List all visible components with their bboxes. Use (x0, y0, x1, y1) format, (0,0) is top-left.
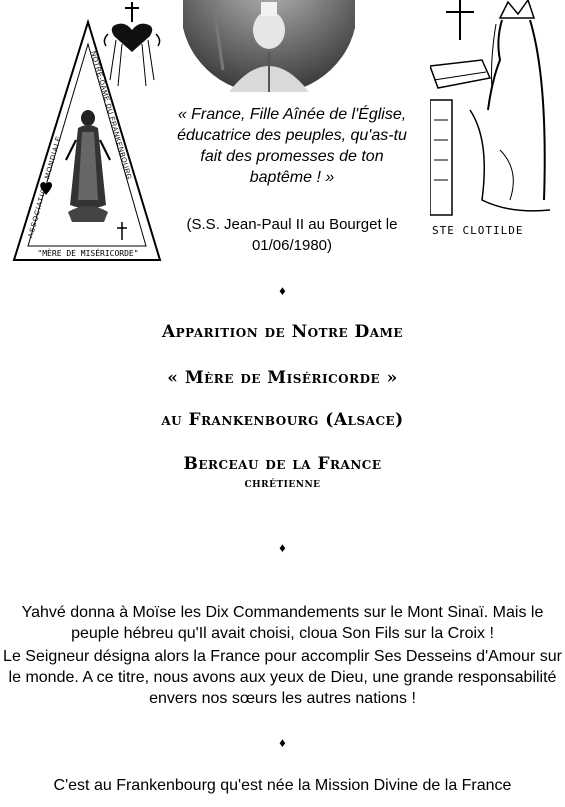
virgin-mary-figure (66, 110, 110, 222)
title-apparition: Apparition de Notre Dame (161, 322, 404, 342)
emblem-band-left: ASSOCIATION MONDIALE (27, 134, 63, 239)
title-chretienne: chrétienne (244, 476, 321, 491)
pope-quote: « France, Fille Aînée de l'Église, éducatrice des peuples, qu'as-tu fait des promesses de ton baptême ! » (177, 106, 407, 186)
title-mere-misericorde: « Mère de Miséricorde » (167, 368, 398, 388)
closing-statement: C'est au Frankenbourg qu'est née la Mission Divine de la France (53, 777, 512, 794)
cross-symbol (117, 222, 127, 240)
separator-diamond: ♦ (279, 735, 286, 750)
quote-citation: (S.S. Jean-Paul II au Bourget le 01/06/1980) (186, 216, 398, 254)
clotilde-caption: STE CLOTILDE (432, 224, 524, 237)
saint-clotilde-drawing (430, 0, 565, 240)
separator-diamond: ♦ (279, 540, 286, 555)
paragraph-seigneur: Le Seigneur désigna alors la France pour accomplir Ses Desseins d'Amour sur le monde. A ce titre, nous avons aux yeux de Dieu, une grande responsabilité envers nos sœurs les autres nations ! (3, 648, 562, 707)
pope-photo (183, 0, 355, 92)
emblem-band-right: NOTRE-DAME DU FRANKENBOURG (89, 50, 133, 181)
paragraph-moise: Yahvé donna à Moïse les Dix Commandements sur le Mont Sinaï. Mais le peuple hébreu qu'Il avait choisi, cloua Son Fils sur la Croix ! (21, 604, 544, 642)
title-frankenbourg: au Frankenbourg (Alsace) (161, 410, 404, 430)
title-berceau: Berceau de la France (183, 454, 382, 474)
sacred-heart-icon (100, 0, 166, 90)
separator-diamond: ♦ (279, 283, 286, 298)
emblem-caption: "MÈRE DE MISÉRICORDE" (37, 249, 139, 258)
